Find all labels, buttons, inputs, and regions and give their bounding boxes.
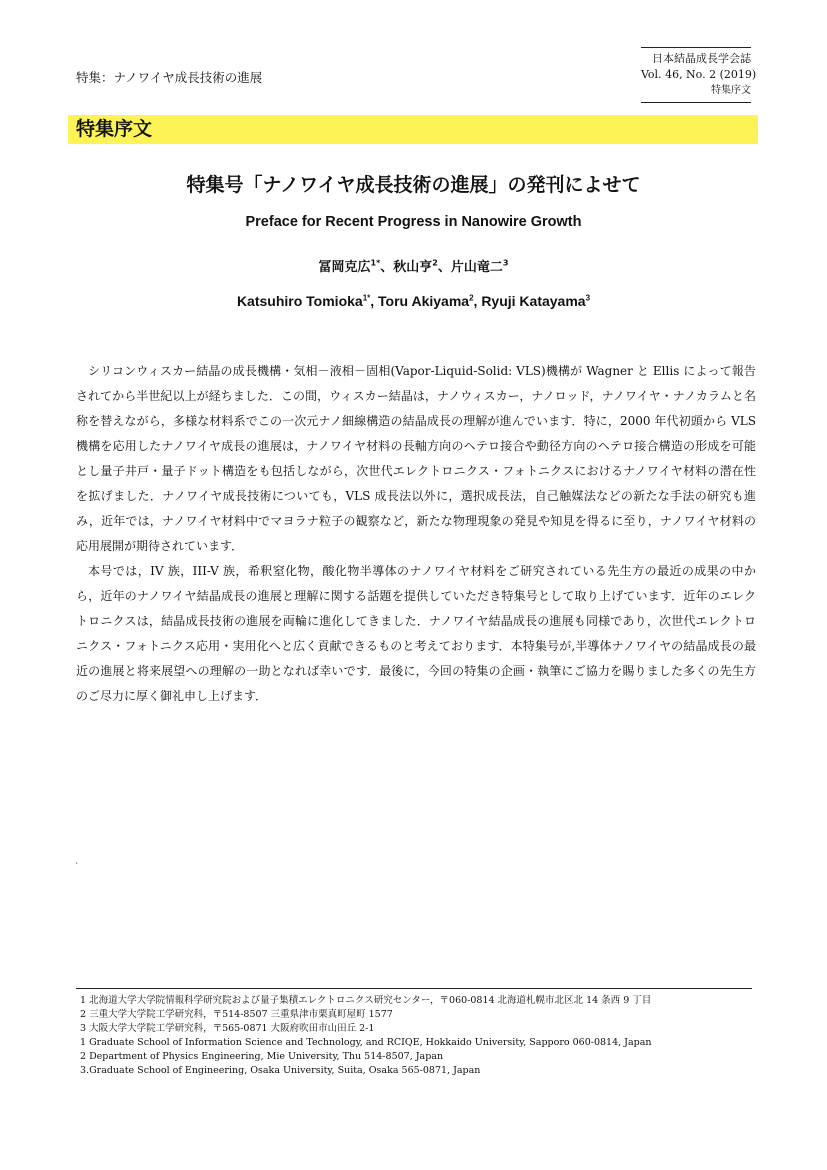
body-paragraph: シリコンウィスカー結晶の成長機構・気相－液相－固相(Vapor-Liquid-Solid: VLS)機構が Wagner と Ellis によって報告されてから半世紀以上が経ちました．この間，ウィスカー結晶は，ナノウィスカー，ナノロッド，ナノワイヤ・ナノカラムと名称を替えながら，多様な材料系でこの一次元ナノ細線構造の結晶成長の理解が進んでいます．特に，2000 年代初頭から VLS 機構を応用したナノワイヤ成長の進展は，ナノワイヤ材料の長軸方向のヘテロ接合や動径方向のヘテロ接合構造の形成を可能とし量子井戸・量子ドット構造をも包括しながら，次世代エレクトロニクス・フォトニクスにおけるナノワイヤ材料の潜在性を拡げました．ナノワイヤ成長技術についても，VLS 成長法以外に，選択成長法，自己触媒法などの新たな手法の研究も進み，近年では，ナノワイヤ材料中でマヨラナ粒子の観察など，新たな物理現象の発見や知見を得るに至り，ナノワイヤ材料の応用展開が期待されています． — [76, 364, 756, 553]
author-separator: 、 — [380, 260, 394, 275]
stray-mark: ` — [75, 862, 79, 871]
footnote-line: 2 Department of Physics Engineering, Mie University, Thu 514-8507, Japan — [80, 1051, 444, 1062]
author-affiliation-mark: 3 — [585, 293, 591, 303]
author-separator: , — [473, 293, 482, 309]
author-affiliation-mark: 1* — [362, 293, 371, 303]
author-affiliation-mark: 3 — [502, 258, 509, 268]
journal-volume: Vol. 46, No. 2 (2019) — [641, 68, 757, 81]
journal-name: 日本結晶成長学会誌 — [652, 52, 751, 65]
divider — [641, 102, 751, 103]
author-name: 秋山亨 — [393, 260, 433, 275]
author-separator: , — [370, 293, 379, 309]
author-name: Katsuhiro Tomioka — [236, 293, 363, 309]
author-name: Toru Akiyama — [378, 293, 470, 309]
article-title-en: Preface for Recent Progress in Nanowire Growth — [245, 214, 582, 230]
footnote-divider — [76, 988, 752, 989]
authors-ja — [0, 256, 827, 275]
author-affiliation-mark: 1* — [370, 258, 381, 268]
footnote-line: 3 大阪大学大学院工学研究科，〒565-0871 大阪府吹田市山田丘 2-1 — [80, 1023, 375, 1034]
running-header-section: 特集：ナノワイヤ成長技術の進展 — [76, 70, 263, 85]
author-separator: 、 — [437, 260, 451, 275]
footnote-line: 1 北海道大学大学院情報科学研究院および量子集積エレクトロニクス研究センター，〒060-0814 北海道札幌市北区北 14 条西 9 丁目 — [80, 995, 652, 1006]
author-affiliation-mark: 2 — [432, 258, 438, 268]
author-name: 冨岡克広 — [318, 260, 371, 275]
footnotes — [80, 994, 652, 1078]
divider — [641, 47, 751, 48]
author-name: Ryuji Katayama — [481, 293, 586, 309]
authors-en — [0, 293, 827, 309]
author-affiliation-mark: 2 — [469, 293, 474, 303]
journal-info-box — [641, 47, 757, 103]
article-title-ja: 特集号「ナノワイヤ成長技術の進展」の発刊によせて — [186, 174, 641, 196]
section-banner — [68, 115, 758, 144]
section-banner-label: 特集序文 — [76, 118, 153, 140]
author-name: 片山竜二 — [450, 260, 503, 275]
body-paragraph: 本号では，IV 族，III-V 族，希釈窒化物，酸化物半導体のナノワイヤ材料をご研究されている先生方の最近の成果の中から，近年のナノワイヤ結晶成長の進展と理解に関する話題を提供していただき特集号として取り上げています．近年のエレクトロニクスは，結晶成長技術の進展を両輪に進化してきました．ナノワイヤ結晶成長の進展も同様であり，次世代エレクトロニクス・フォトニクス応用・実用化へと広く貢献できるものと考えております．本特集号が,半導体ナノワイヤの結晶成長の最近の進展と将来展望への理解の一助となれば幸いです．最後に，今回の特集の企画・執筆にご協力を賜りました多くの先生方のご尽力に厚く御礼申し上げます． — [76, 564, 756, 703]
footnote-line: 2 三重大学大学院工学研究科，〒514-8507 三重県津市栗真町屋町 1577 — [80, 1009, 393, 1020]
footnote-line: 1 Graduate School of Information Science and Technology, and RCIQE, Hokkaido University, Sapporo 060-0814, Japan — [80, 1037, 652, 1048]
footnote-line: 3.Graduate School of Engineering, Osaka University, Suita, Osaka 565-0871, Japan — [80, 1065, 481, 1076]
article-body — [76, 359, 756, 709]
section-type: 特集序文 — [711, 85, 751, 96]
